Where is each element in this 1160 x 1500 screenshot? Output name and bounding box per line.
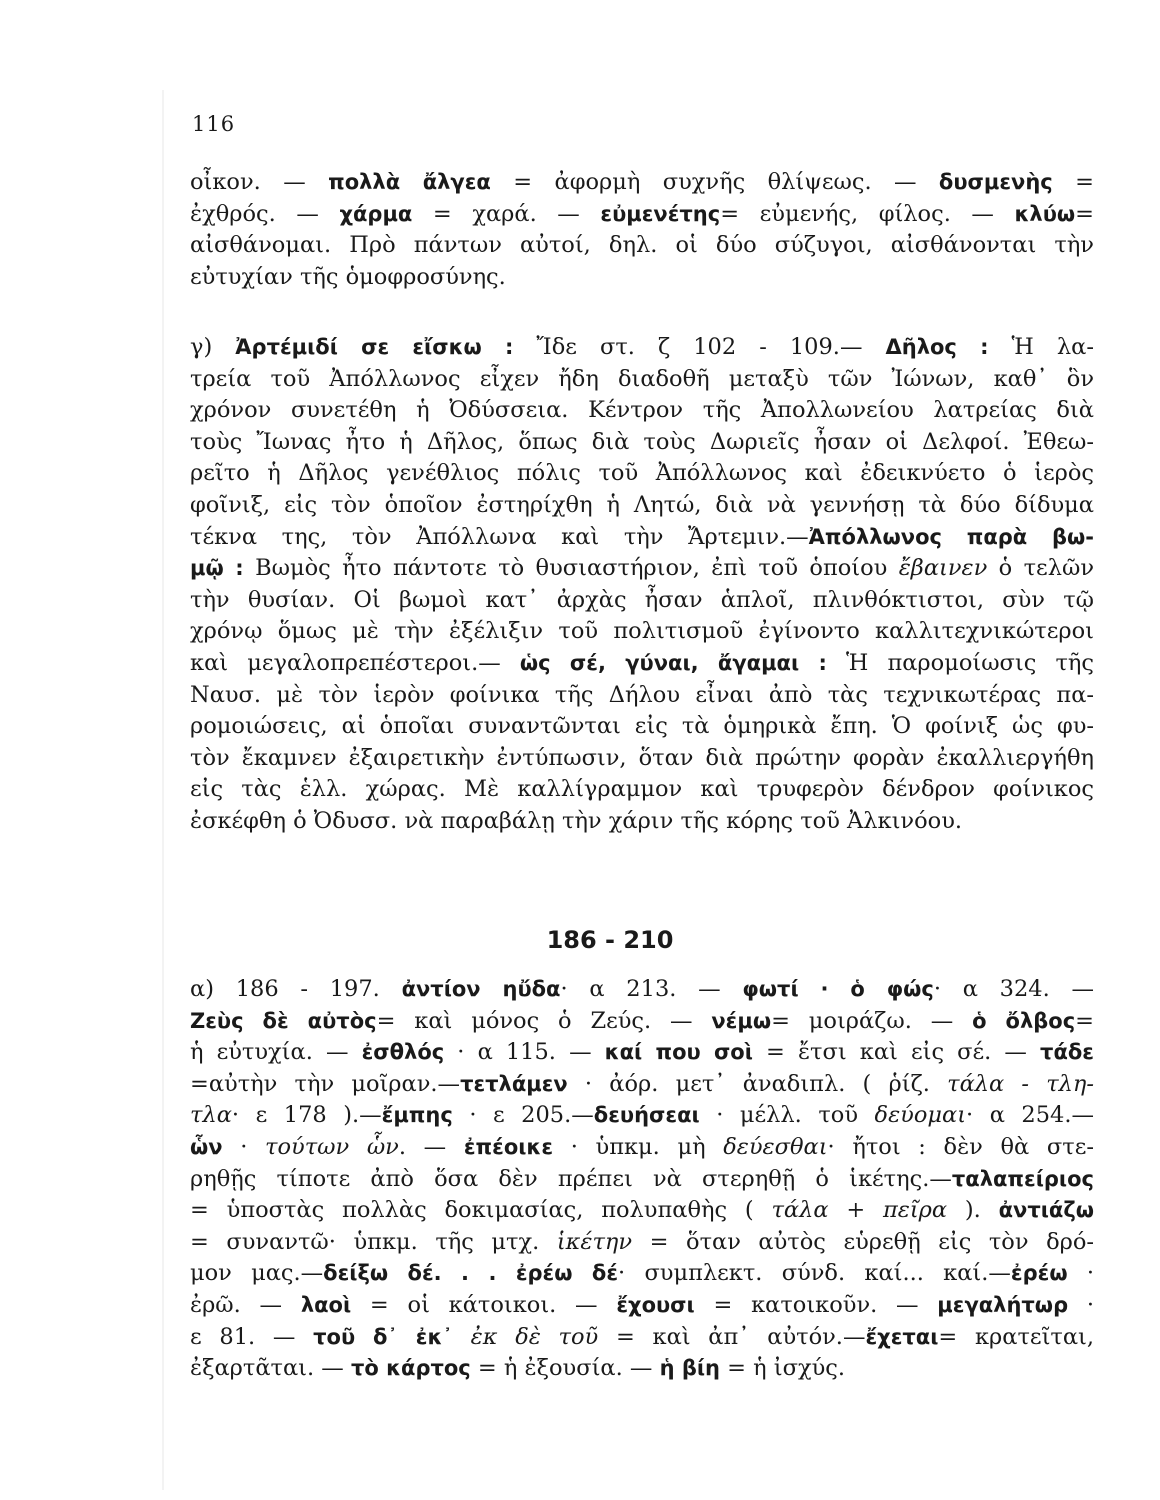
text-line xyxy=(190,1355,1094,1387)
text-segment: = xyxy=(1075,200,1095,227)
line-content xyxy=(190,1229,1094,1255)
lemma-term: Ἀρτέμιδί σε εἴσκω : xyxy=(235,335,514,359)
text-line xyxy=(190,366,1094,398)
line-content xyxy=(190,232,1094,258)
lemma-term: τετλάμεν xyxy=(460,1071,568,1096)
text-segment: · μέλλ. τοῦ xyxy=(699,1102,875,1129)
text-line xyxy=(190,1039,1094,1071)
text-segment: = xyxy=(1052,169,1094,195)
text-segment: ε 81. — xyxy=(190,1323,314,1350)
lemma-term: δυσμενὴς xyxy=(938,170,1053,194)
text-line xyxy=(190,492,1094,524)
italic-text: ἱκέτην xyxy=(556,1228,633,1255)
text-segment: Ἡ παρομοίωσις τῆς xyxy=(826,649,1094,676)
text-line xyxy=(190,713,1094,745)
text-segment: = ἔτσι καὶ εἰς σέ. — xyxy=(752,1039,1041,1066)
lemma-term: τὸ κάρτος xyxy=(350,1356,471,1381)
lemma-term: μῷ : xyxy=(190,556,244,581)
text-segment: · α 254.— xyxy=(966,1102,1095,1129)
lemma-term: ἔχεται xyxy=(865,1324,939,1349)
line-content xyxy=(190,555,1094,581)
text-segment: = κατοικοῦν. — xyxy=(694,1291,938,1318)
text-segment: τὸν ἔκαμνεν ἐξαιρετικὴν ἐντύπωσιν, ὅταν διὰ πρώτην φορὰν ἐκαλλιεργήθη xyxy=(190,744,1094,771)
text-line xyxy=(190,618,1094,650)
line-content xyxy=(190,808,962,834)
line-content xyxy=(190,201,1094,227)
line-content xyxy=(190,776,1094,802)
lemma-term: φωτί · ὁ φώς xyxy=(742,977,934,1001)
text-segment: = εὐμενής, φίλος. — xyxy=(720,200,1015,227)
text-segment: · ὑπκμ. μὴ xyxy=(553,1133,724,1160)
lemma-term: ὡς σέ, γύναι, ἄγαμαι : xyxy=(519,650,827,675)
paragraph-2 xyxy=(190,334,1094,840)
text-segment: Ἴδε στ. ζ 102 - 109.— xyxy=(513,334,886,360)
text-segment: = κρατεῖται, xyxy=(938,1323,1095,1350)
text-segment: ἐχθρός. — xyxy=(190,200,340,227)
italic-text: τάλα - τλη- xyxy=(947,1070,1094,1097)
text-segment: = μοιράζω. — xyxy=(771,1007,973,1034)
italic-text: τλα xyxy=(190,1102,232,1129)
text-segment: = ἡ ἐξουσία. — xyxy=(470,1355,660,1382)
text-segment: · α 115. — xyxy=(444,1039,605,1066)
text-line xyxy=(190,555,1094,587)
line-content xyxy=(190,264,506,290)
paragraph-1 xyxy=(190,169,1094,295)
text-segment: ἐξαρτᾶται. — xyxy=(190,1355,351,1382)
lemma-term: ὁ ὄλβος xyxy=(972,1008,1076,1033)
line-content xyxy=(190,1355,845,1381)
text-segment: εὐτυχίαν τῆς ὁμοφροσύνης. xyxy=(190,263,506,290)
text-segment: = ἡ ἰσχύς. xyxy=(720,1355,846,1382)
text-segment: = ἀφορμὴ συχνῆς θλίψεως. — xyxy=(490,169,939,195)
text-segment: Ναυσ. μὲ τὸν ἱερὸν φοίνικα τῆς Δήλου εἶναι ἀπὸ τὰς τεχνικωτέρας πα- xyxy=(190,681,1094,708)
line-content xyxy=(190,366,1094,392)
text-segment: = ὅταν αὐτὸς εὑρεθῇ εἰς τὸν δρό- xyxy=(632,1228,1094,1255)
lemma-term: πολλὰ ἄλγεα xyxy=(328,170,491,194)
text-line xyxy=(190,682,1094,714)
lemma-term: Ἀπόλλωνος παρὰ βω- xyxy=(808,524,1095,549)
lemma-term: δευήσεαι xyxy=(593,1103,700,1128)
lemma-term: εὐμενέτης xyxy=(600,201,721,226)
text-segment: · συμπλεκτ. σύνδ. καί... καί.— xyxy=(618,1260,1011,1287)
lemma-term: νέμω xyxy=(711,1008,772,1033)
text-line xyxy=(190,232,1094,264)
italic-text: ἔβαινεν xyxy=(898,555,988,582)
text-line xyxy=(190,650,1094,682)
text-line xyxy=(190,429,1094,461)
italic-text: ἐκ δὲ τοῦ xyxy=(470,1323,599,1350)
text-segment: τὴν θυσίαν. Οἱ βωμοὶ κατ᾽ ἀρχὰς ἦσαν ἁπλοῖ, πλινθόκτιστοι, σὺν τῷ xyxy=(190,586,1094,613)
line-content xyxy=(190,1134,1094,1160)
text-segment: γ) xyxy=(190,334,236,360)
lemma-term: κλύω xyxy=(1014,201,1076,226)
text-line xyxy=(190,1324,1094,1356)
line-content xyxy=(190,492,1094,518)
text-segment: Βωμὸς ἦτο πάντοτε τὸ θυσιαστήριον, ἐπὶ τοῦ ὁποίου xyxy=(243,555,899,582)
line-content xyxy=(190,1008,1094,1034)
paragraph-3 xyxy=(190,976,1094,1387)
line-content xyxy=(190,1166,1094,1192)
text-line xyxy=(190,201,1094,233)
line-content xyxy=(190,1292,1094,1318)
text-line xyxy=(190,1292,1094,1324)
text-line xyxy=(190,264,1094,296)
line-content xyxy=(190,713,1094,739)
line-content xyxy=(190,429,1094,455)
text-segment: = συναντῶ· ὑπκμ. τῆς μτχ. xyxy=(190,1228,557,1255)
text-segment: χρόνῳ ὅμως μὲ τὴν ἐξέλιξιν τοῦ πολιτισμοῦ ἐγίνοντο καλλιτεχνικώτεροι xyxy=(190,618,1094,645)
text-segment: μον μας.— xyxy=(190,1260,324,1287)
text-segment: εἰς τὰς ἑλλ. χώρας. Μὲ καλλίγραμμον καὶ τρυφερὸν δένδρον φοίνικος xyxy=(190,776,1094,803)
line-content xyxy=(190,745,1094,771)
text-segment: · ἤτοι : δὲν θὰ στε- xyxy=(827,1133,1094,1160)
text-segment: φοῖνιξ, εἰς τὸν ὁποῖον ἐστηρίχθη ἡ Λητώ, διὰ νὰ γεννήσῃ τὰ δύο δίδυμα xyxy=(190,491,1094,518)
line-content xyxy=(190,169,1094,195)
lemma-term: ἐπέοικε xyxy=(463,1134,554,1159)
text-line xyxy=(190,587,1094,619)
text-segment: α) 186 - 197. xyxy=(190,976,402,1002)
text-segment: αἰσθάνομαι. Πρὸ πάντων αὐτοί, δηλ. οἱ δύο σύζυγοι, αἰσθάνονται τὴν xyxy=(190,232,1094,259)
line-content xyxy=(190,587,1094,613)
text-line xyxy=(190,1102,1094,1134)
text-segment: ὁ τελῶν xyxy=(987,555,1094,582)
text-line xyxy=(190,334,1094,366)
text-line xyxy=(190,169,1094,201)
lemma-term: ταλαπείριος xyxy=(951,1166,1094,1191)
text-segment: τοὺς Ἴωνας ἦτο ἡ Δῆλος, ὅπως διὰ τοὺς Δωριεῖς ἦσαν οἱ Δελφοί. Ἐθεω- xyxy=(190,428,1094,455)
lemma-term: μεγαλήτωρ xyxy=(937,1292,1069,1317)
line-content xyxy=(190,650,1094,676)
text-line xyxy=(190,1071,1094,1103)
italic-text: δεύεσθαι xyxy=(723,1133,828,1160)
lemma-term: ἀντιάζω xyxy=(998,1198,1094,1223)
text-line xyxy=(190,745,1094,777)
lemma-term: τοῦ δ᾽ ἐκ᾽ xyxy=(313,1324,453,1349)
text-segment: = ὑποστὰς πολλὰς δοκιμασίας, πολυπαθὴς ( xyxy=(190,1197,772,1224)
text-segment: · ἀόρ. μετ᾽ ἀναδιπλ. ( ῥίζ. xyxy=(567,1070,948,1097)
line-content xyxy=(190,1197,1094,1223)
text-segment: ἐρῶ. — xyxy=(190,1291,301,1318)
text-segment: τέκνα της, τὸν Ἀπόλλωνα καὶ τὴν Ἄρτεμιν.— xyxy=(190,523,809,550)
line-content xyxy=(190,682,1094,708)
text-segment: ). xyxy=(947,1197,999,1224)
text-segment xyxy=(453,1324,471,1350)
text-segment: = καὶ ἀπ᾽ αὐτόν.— xyxy=(598,1323,866,1350)
lemma-term: ἐρέω xyxy=(1010,1261,1068,1286)
text-line xyxy=(190,808,1094,840)
text-segment: · ε 205.— xyxy=(452,1102,594,1129)
text-segment: ἡ εὐτυχία. — xyxy=(190,1039,362,1066)
italic-text: τάλα + πεῖρα xyxy=(771,1197,948,1224)
line-content xyxy=(190,460,1094,486)
lemma-term: ἡ βίη xyxy=(659,1356,720,1381)
text-segment: · α 324. — xyxy=(933,976,1094,1002)
line-content xyxy=(190,1071,1094,1097)
text-line xyxy=(190,976,1094,1008)
text-segment: ρηθῇς τίποτε ἀπὸ ὅσα δὲν πρέπει νὰ στερηθῇ ὁ ἱκέτης.— xyxy=(190,1165,952,1192)
text-segment: =αὐτὴν τὴν μοῖραν.— xyxy=(190,1070,461,1097)
text-line xyxy=(190,460,1094,492)
text-segment: · ε 178 ).— xyxy=(231,1102,382,1129)
line-content xyxy=(190,1102,1094,1128)
lemma-term: δείξω δέ. . . ἐρέω δέ xyxy=(323,1261,619,1286)
lemma-term: ἔμπης xyxy=(381,1103,453,1128)
text-segment: = καὶ μόνος ὁ Ζεύς. — xyxy=(376,1007,712,1034)
line-content xyxy=(190,1324,1094,1350)
lemma-term: ἀντίον ηὔδα xyxy=(401,977,561,1001)
lemma-term: ἔχουσι xyxy=(616,1292,695,1317)
line-content xyxy=(190,334,1094,360)
text-line xyxy=(190,1166,1094,1198)
scan-shadow xyxy=(162,90,164,1490)
lemma-term: χάρμα xyxy=(339,201,413,226)
text-line xyxy=(190,776,1094,808)
lemma-term: Ζεὺς δὲ αὐτὸς xyxy=(190,1008,377,1033)
text-segment: · xyxy=(1068,1291,1095,1318)
text-segment: · xyxy=(222,1133,266,1160)
line-content xyxy=(190,397,1094,423)
italic-text: τούτων ὧν xyxy=(265,1133,399,1160)
section-heading: 186 - 210 xyxy=(546,926,674,954)
lemma-term: καί που σοὶ xyxy=(604,1040,753,1065)
text-line xyxy=(190,397,1094,429)
lemma-term: τάδε xyxy=(1040,1040,1094,1065)
text-line xyxy=(190,1008,1094,1040)
lemma-term: ὧν xyxy=(190,1134,223,1159)
text-segment: · α 213. — xyxy=(560,976,743,1002)
line-content xyxy=(190,524,1094,550)
lemma-term: λαοὶ xyxy=(300,1292,352,1317)
text-line xyxy=(190,1197,1094,1229)
lemma-term: Δῆλος : xyxy=(885,335,989,359)
text-line xyxy=(190,1134,1094,1166)
text-segment: · xyxy=(1067,1260,1094,1287)
line-content xyxy=(190,618,1094,644)
text-segment: ρεῖτο ἡ Δῆλος γενέθλιος πόλις τοῦ Ἀπόλλωνος καὶ ἐδεικνύετο ὁ ἱερὸς xyxy=(190,460,1094,487)
text-segment: ρομοιώσεις, αἱ ὁποῖαι συναντῶνται εἰς τὰ ὁμηρικὰ ἔπη. Ὁ φοίνιξ ὡς φυ- xyxy=(190,713,1094,740)
text-segment: Ἡ λα- xyxy=(988,334,1094,360)
text-segment: = χαρά. — xyxy=(412,200,601,227)
text-segment: καὶ μεγαλοπρεπέστεροι.— xyxy=(190,649,520,676)
text-segment: = xyxy=(1075,1007,1095,1034)
italic-text: δεύομαι xyxy=(874,1102,967,1129)
text-segment: = οἱ κάτοικοι. — xyxy=(351,1291,617,1318)
lemma-term: ἐσθλός xyxy=(361,1040,445,1065)
text-line xyxy=(190,524,1094,556)
text-segment: οἶκον. — xyxy=(190,169,329,195)
text-line xyxy=(190,1260,1094,1292)
line-content xyxy=(190,1039,1094,1065)
text-line xyxy=(190,1229,1094,1261)
page-number: 116 xyxy=(192,112,236,136)
line-content xyxy=(190,1260,1094,1286)
line-content xyxy=(190,976,1094,1002)
text-segment: ἐσκέφθη ὁ Ὀδυσσ. νὰ παραβάλῃ τὴν χάριν τῆς κόρης τοῦ Ἀλκινόου. xyxy=(190,807,963,834)
text-segment: . — xyxy=(398,1133,464,1160)
text-segment: χρόνον συνετέθη ἡ Ὀδύσσεια. Κέντρον τῆς Ἀπολλωνείου λατρείας διὰ xyxy=(190,397,1094,424)
text-segment: τρεία τοῦ Ἀπόλλωνος εἶχεν ἤδη διαδοθῆ μεταξὺ τῶν Ἰώνων, καθ᾽ ὃν xyxy=(190,365,1094,392)
